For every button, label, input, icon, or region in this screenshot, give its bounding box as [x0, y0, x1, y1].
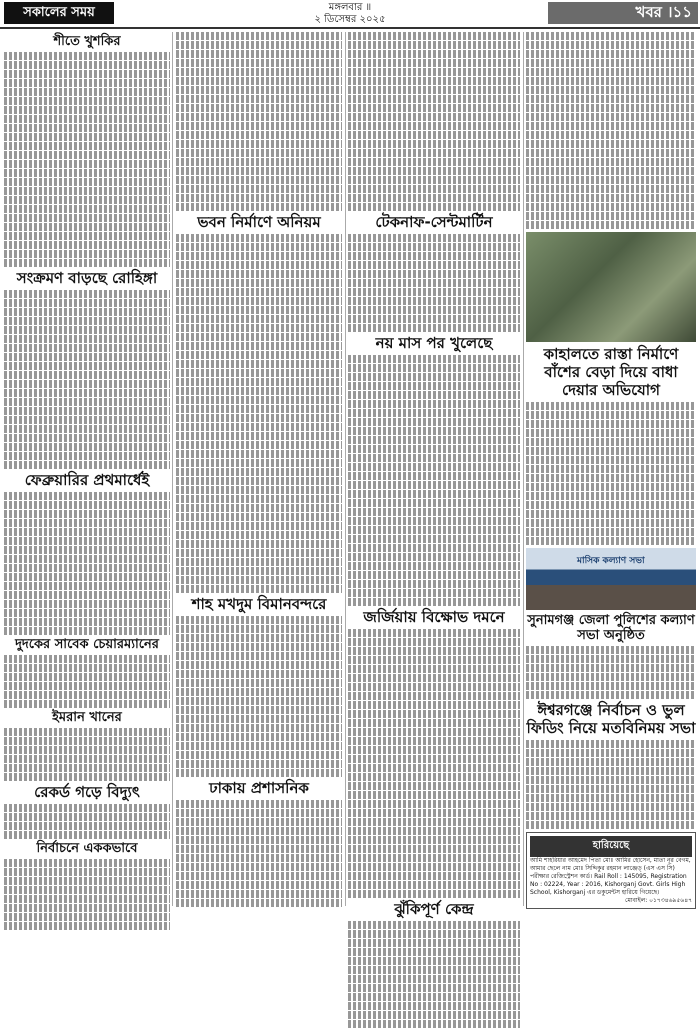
article-body [4, 492, 170, 635]
article-body [348, 921, 520, 1028]
article-headline: সুনামগঞ্জ জেলা পুলিশের কল্যাণ সভা অনুষ্ঠিত [527, 613, 695, 643]
article-headline: রেকর্ড গড়ে বিদ্যুৎ [34, 783, 140, 801]
article-body [4, 859, 170, 930]
article-headline: সংক্রমণ বাড়ছে রোহিঙ্গা [16, 269, 158, 287]
dateline [250, 2, 450, 26]
column-3 [348, 32, 520, 1029]
article-headline: ঝুঁকিপূর্ণ কেন্দ্র [394, 900, 474, 918]
article-headline: নির্বাচনে এককভাবে [36, 841, 138, 856]
article-body [348, 234, 520, 332]
article-body [348, 32, 520, 211]
article-body [4, 52, 170, 267]
article-body [176, 32, 342, 211]
article-body [526, 740, 696, 829]
article-body [526, 646, 696, 699]
article-body [176, 800, 342, 907]
missing-notice-text: আমি শাহরিয়ার আহমেদ পিতা মোঃ আমির হোসেন, মাতা নূর বেগম, আমার ছেলে নাম মোঃ সিদ্দিকুর রহমান লাঞ্জেড্‌ (এস এস সি) পরীক্ষার রেজিস্ট্রেশন কার্ড। Rail Roll : 145095, Registration No : 02224, Year : 2016, Kishorganj Govt. Girls High School, Kishorganj এর ডকুমেন্টস হারিয়ে গিয়েছে। [530, 857, 691, 896]
article-body [4, 290, 170, 469]
article-body [348, 629, 520, 898]
article-headline: ঢাকায় প্রশাসনিক [209, 779, 309, 797]
article-headline: জর্জিয়ায় বিক্ষোভ দমনে [363, 608, 505, 626]
article-headline: ভবন নির্মাণে অনিয়ম [197, 213, 321, 231]
article-headline: শীতে খুশকির [53, 34, 121, 49]
missing-notice-phone: মোবাইল: ০১৭৩৪৬৯৫৬৪৭ [625, 897, 692, 904]
article-headline: নয় মাস পর খুলেছে [375, 334, 493, 352]
article-headline: কাহালতে রাস্তা নির্মাণে বাঁশের বেড়া দিয়ে বাধা দেয়ার অভিযোগ [543, 345, 679, 399]
photo-banner-text: মাসিক কল্যাণ সভা [577, 555, 645, 566]
article-headline: ইমরান খানের [52, 710, 122, 725]
day-label: মঙ্গলবার ॥ [328, 2, 372, 13]
article-headline: ফেব্রুয়ারির প্রথমার্ধেই [24, 471, 150, 489]
article-body [176, 616, 342, 777]
article-body [348, 355, 520, 606]
column-1 [4, 32, 170, 931]
column-4 [526, 32, 696, 909]
column-divider [172, 32, 173, 906]
masthead-logo: সকালের সময় [4, 2, 114, 24]
article-headline: দুদকের সাবেক চেয়ারম্যানের [15, 637, 159, 652]
column-divider [345, 32, 346, 906]
article-body [4, 728, 170, 781]
article-body [176, 234, 342, 593]
article-body [526, 32, 696, 229]
article-headline: ঈশ্বরগঞ্জে নির্বাচন ও ভুল ফিডিং নিয়ে মতবিনিময় সভা [526, 701, 696, 737]
missing-notice-box [526, 832, 696, 909]
date-label: ২ ডিসেম্বর ২০২৫ [314, 14, 386, 25]
article-headline: শাহ মখদুম বিমানবন্দরে [191, 595, 327, 613]
missing-notice-title: হারিয়েছে [530, 836, 692, 857]
column-2 [176, 32, 342, 908]
article-headline: টেকনাফ-সেন্টমার্টিন [375, 213, 493, 231]
section-page-banner: খবর ।১১ [548, 2, 698, 24]
header-rule [0, 27, 700, 29]
page-header [0, 0, 700, 28]
article-body [4, 804, 170, 839]
news-photo [526, 232, 696, 342]
meeting-photo [526, 548, 696, 610]
article-body [4, 655, 170, 708]
column-divider [523, 32, 524, 906]
article-body [526, 402, 696, 545]
